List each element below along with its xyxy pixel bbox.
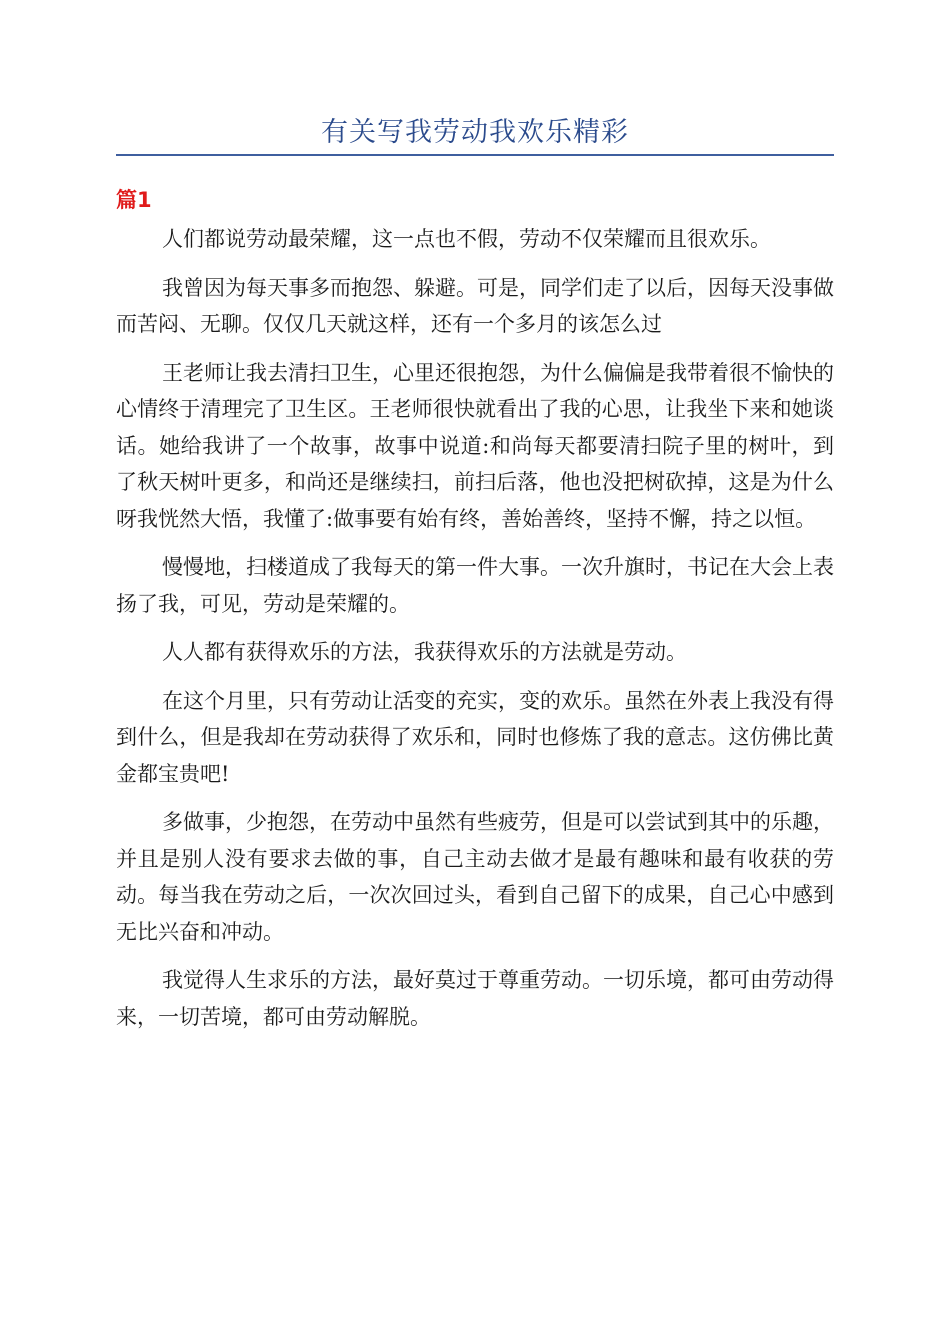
document-title: 有关写我劳动我欢乐精彩	[321, 117, 629, 148]
paragraph: 慢慢地，扫楼道成了我每天的第一件大事。一次升旗时，书记在大会上表扬了我，可见，劳动是荣耀的。	[116, 555, 834, 616]
paragraph: 人人都有获得欢乐的方法，我获得欢乐的方法就是劳动。	[162, 640, 687, 664]
paragraph: 我觉得人生求乐的方法，最好莫过于尊重劳动。一切乐境，都可由劳动得来，一切苦境，都可由劳动解脱。	[116, 968, 834, 1029]
document-body	[116, 221, 834, 1035]
paragraph: 我曾因为每天事多而抱怨、躲避。可是，同学们走了以后，因每天没事做而苦闷、无聊。仅仅几天就这样，还有一个多月的该怎么过	[116, 275, 834, 336]
section-heading: 篇1	[116, 188, 152, 212]
document-page	[116, 0, 834, 1047]
paragraph: 在这个月里，只有劳动让活变的充实，变的欢乐。虽然在外表上我没有得到什么，但是我却在劳动获得了欢乐和，同时也修炼了我的意志。这仿佛比黄金都宝贵吧!	[116, 688, 834, 786]
paragraph: 人们都说劳动最荣耀，这一点也不假，劳动不仅荣耀而且很欢乐。	[162, 227, 771, 251]
title-underline	[116, 154, 834, 156]
paragraph: 王老师让我去清扫卫生，心里还很抱怨，为什么偏偏是我带着很不愉快的心情终于清理完了卫生区。王老师很快就看出了我的心思，让我坐下来和她谈话。她给我讲了一个故事，故事中说道:和尚每天都要清扫院子里的树叶，到了秋天树叶更多，和尚还是继续扫，前扫后落，他也没把树砍掉，这是为什么呀我恍然大悟，我懂了:做事要有始有终，善始善终，坚持不懈，持之以恒。	[116, 360, 834, 531]
paragraph: 多做事，少抱怨，在劳动中虽然有些疲劳，但是可以尝试到其中的乐趣，并且是别人没有要求去做的事，自己主动去做才是最有趣味和最有收获的劳动。每当我在劳动之后，一次次回过头，看到自己留下的成果，自己心中感到无比兴奋和冲动。	[116, 810, 834, 944]
